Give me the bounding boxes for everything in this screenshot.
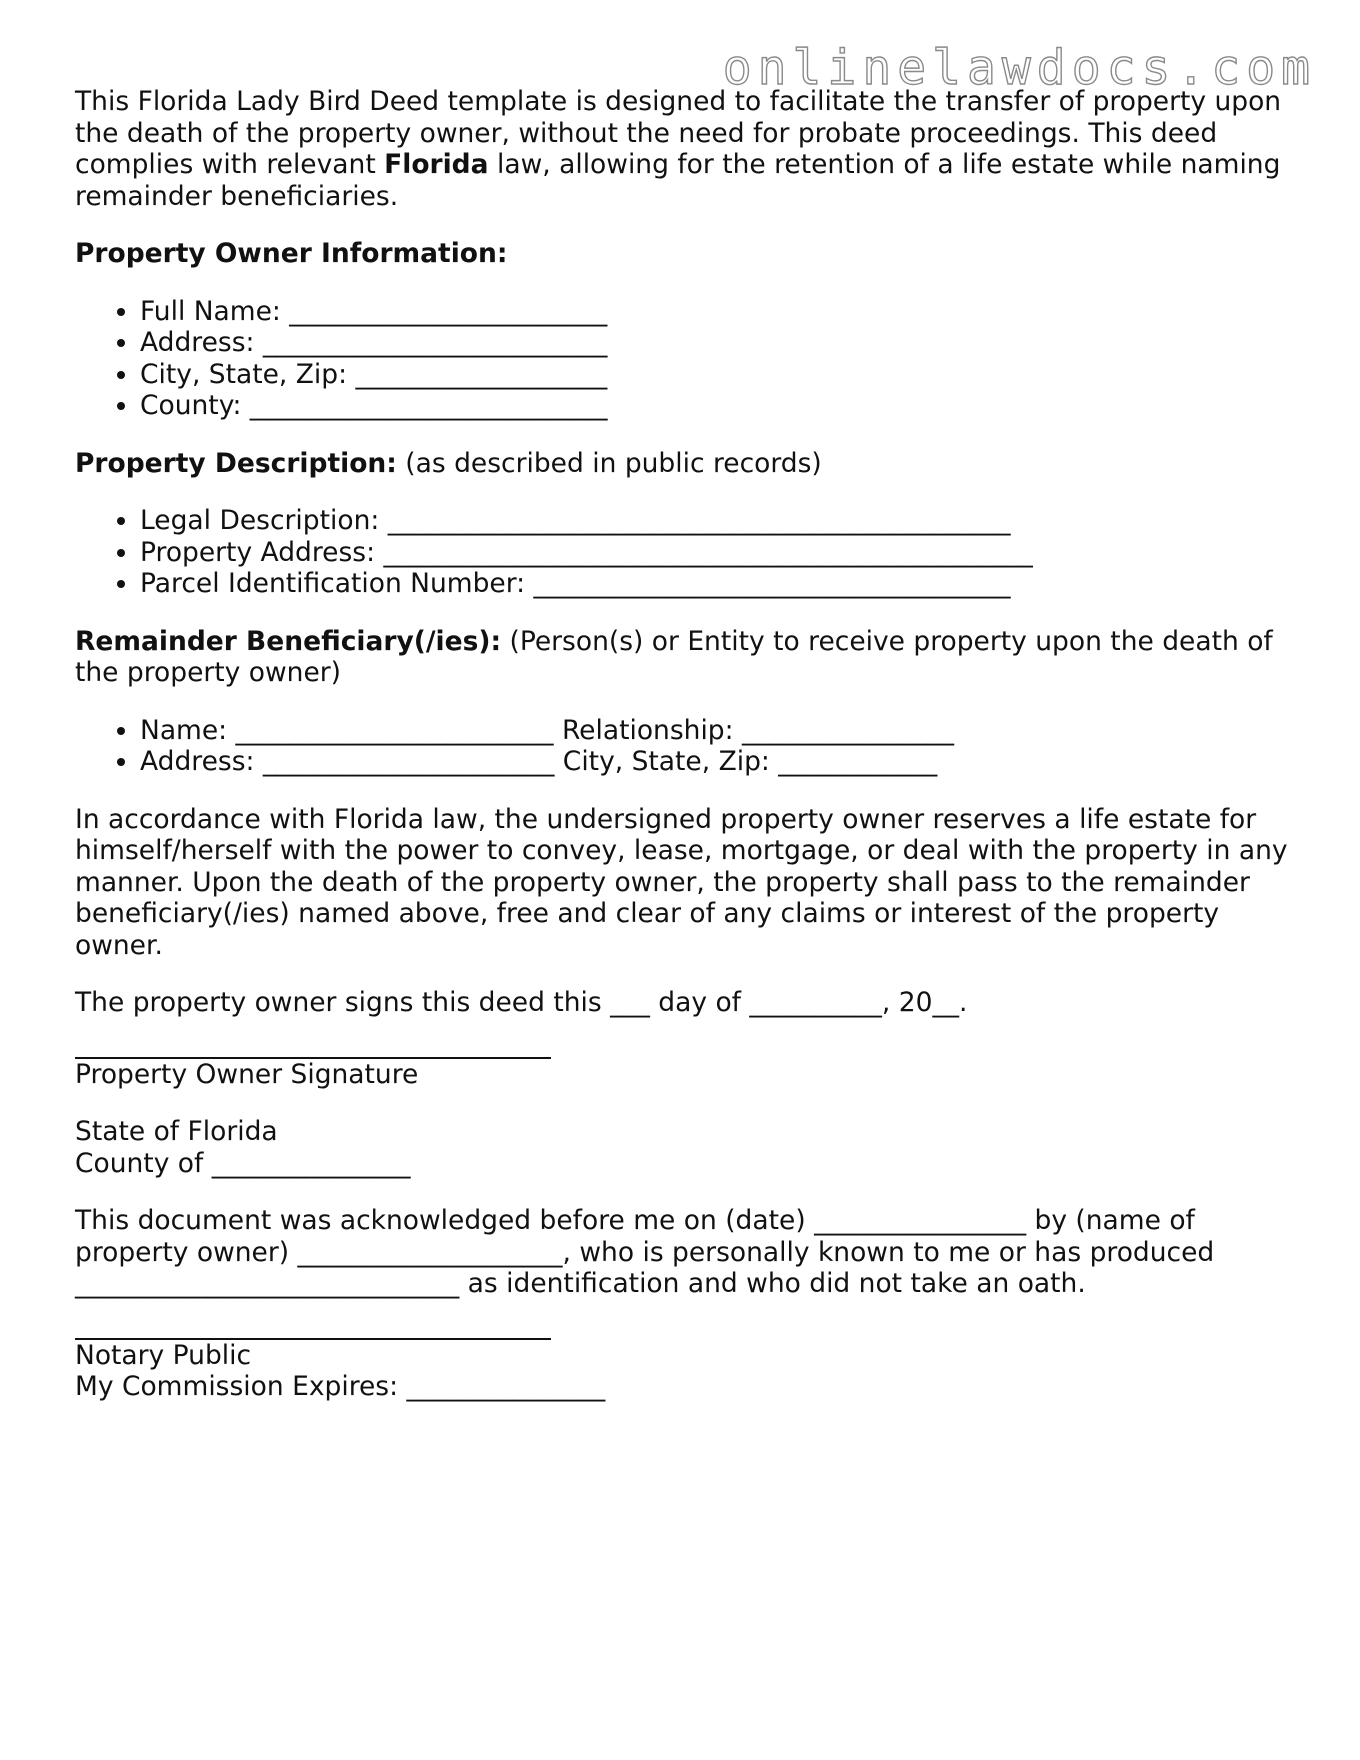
state-line: State of Florida: [75, 1116, 278, 1147]
county-of-field[interactable]: County of _______________: [75, 1147, 411, 1179]
legal-description-field[interactable]: • Legal Description: _______________________________________________: [140, 505, 1290, 537]
owner-full-name-field[interactable]: • Full Name: ________________________: [140, 296, 1290, 328]
beneficiary-name-relationship-field[interactable]: • Name: ________________________ Relationship: ________________: [140, 715, 1290, 747]
beneficiary-address-field[interactable]: • Address: ______________________ City, State, Zip: ____________: [140, 746, 1290, 778]
intro-text-2: law, allowing for the retention of a life estate while naming remainder beneficiaries.: [75, 149, 1281, 212]
owner-signature-block: [75, 1057, 1290, 1091]
signing-date-line[interactable]: The property owner signs this deed this ___ day of __________, 20__.: [75, 987, 968, 1018]
owner-heading-text: Property Owner Information:: [75, 238, 508, 269]
property-heading: [75, 448, 1290, 480]
parcel-id-field[interactable]: • Parcel Identification Number: ____________________________________: [140, 568, 1290, 600]
owner-info-list: [75, 296, 1290, 422]
acknowledgment-paragraph[interactable]: This document was acknowledged before me on (date) ________________ by (name of property owner) ____________________, who is personally known to me or has produced _____________________________ as identification and who did not take an oath.: [75, 1205, 1215, 1299]
beneficiary-heading-text: Remainder Beneficiary(/ies):: [75, 625, 502, 657]
notary-public-label: Notary Public: [75, 1339, 252, 1371]
beneficiary-heading: [75, 626, 1290, 689]
property-heading-note: (as described in public records): [396, 447, 822, 479]
owner-city-state-zip-field[interactable]: • City, State, Zip: ___________________: [140, 359, 1290, 391]
beneficiary-heading-note: (Person(s) or Entity to receive property upon the death of the property owner): [75, 625, 1273, 688]
owner-signature-label: Property Owner Signature: [75, 1058, 419, 1090]
property-address-field[interactable]: • Property Address: _________________________________________________: [140, 537, 1290, 569]
notary-block: [75, 1338, 1290, 1403]
venue-block: [75, 1116, 1290, 1179]
intro-text-1: This Florida Lady Bird Deed template is designed to facilitate the transfer of property upon the death of the property owner, without the need for probate proceedings. This deed complies with relevant: [75, 86, 1282, 180]
intro-paragraph: [75, 86, 1290, 212]
beneficiary-list: [75, 715, 1290, 778]
life-estate-paragraph: In accordance with Florida law, the undersigned property owner reserves a life estate for himself/herself with the power to convey, lease, mortgage, or deal with the property in any manner. Upon the death of the property owner, the property shall pass to the remainder beneficiary(/ies) named above, free and clear of any claims or interest of the property owner.: [75, 803, 1288, 961]
deed-document: [75, 86, 1290, 1403]
intro-bold-florida: Florida: [384, 149, 489, 180]
watermark-logo: onlinelawdocs.com: [722, 40, 1316, 96]
owner-address-field[interactable]: • Address: __________________________: [140, 327, 1290, 359]
commission-expires-field[interactable]: My Commission Expires: _______________: [75, 1371, 606, 1402]
owner-county-field[interactable]: • County: ___________________________: [140, 390, 1290, 422]
property-heading-text: Property Description:: [75, 447, 397, 479]
property-description-list: [75, 505, 1290, 600]
owner-heading: [75, 238, 1290, 270]
